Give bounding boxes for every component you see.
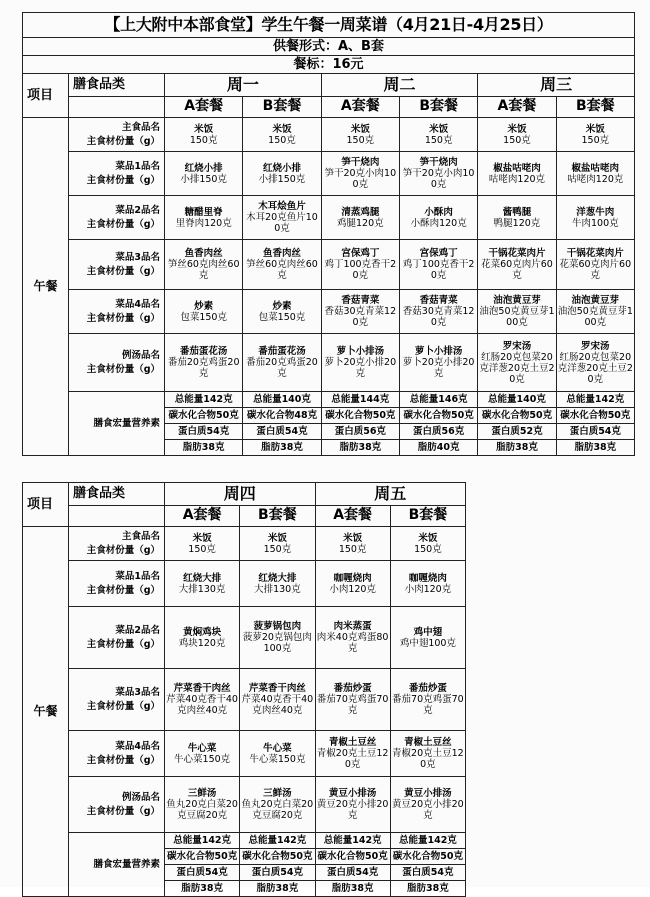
dish-name: 牛心菜 <box>187 742 217 754</box>
dish-name: 鸡中翅 <box>413 626 443 638</box>
item-qty-label: 主食材份量（g） <box>86 363 160 375</box>
dish-quantity: 大排130克 <box>178 583 226 595</box>
dish-quantity: 150克 <box>189 134 218 146</box>
item-qty-label: 主食材份量（g） <box>86 638 160 650</box>
item-qty-label: 主食材份量（g） <box>86 135 160 147</box>
set-a-header: A套餐 <box>165 97 243 118</box>
item-qty-label: 主食材份量（g） <box>86 312 160 324</box>
dish-quantity: 萝卜20克小排20克 <box>324 357 397 379</box>
dish-name: 番茄炒蛋 <box>408 683 447 694</box>
dish-quantity: 番茄20克鸡蛋20克 <box>246 357 318 379</box>
dish-quantity: 红肠20克包菜20克洋葱20克土豆20克 <box>479 351 555 385</box>
nutrition-fat: 脂肪38克 <box>165 881 240 897</box>
set-a-header: A套餐 <box>165 506 240 527</box>
menu-cell <box>390 561 465 607</box>
dish-quantity: 牛心菜150克 <box>249 753 306 765</box>
day-header: 周四 <box>165 483 316 506</box>
dish-name: 米饭 <box>272 123 292 135</box>
dish-name: 糖醋里脊 <box>184 206 223 218</box>
menu-cell <box>243 152 321 196</box>
menu-cell <box>399 118 477 152</box>
menu-cell <box>240 669 315 731</box>
dish-name: 笋干烧肉 <box>341 157 380 168</box>
set-b-header: B套餐 <box>243 97 321 118</box>
menu-cell <box>165 196 243 240</box>
nutrition-label: 膳食宏量营养素 <box>69 833 165 897</box>
row-label <box>69 152 165 196</box>
nutrition-energy: 总能量142克 <box>165 833 240 849</box>
nutrition-protein: 蛋白质54克 <box>315 865 390 881</box>
row-label <box>69 669 165 731</box>
dish-quantity: 150克 <box>188 543 216 555</box>
dish-quantity: 咕咾肉120克 <box>567 173 624 185</box>
item-qty-label: 主食材份量（g） <box>86 218 160 230</box>
menu-cell <box>321 334 399 392</box>
dish-quantity: 肉米40克鸡蛋80克 <box>316 632 389 654</box>
menu-cell <box>478 290 556 334</box>
dish-name: 肉米蒸蛋 <box>333 621 372 632</box>
row-label <box>69 240 165 290</box>
menu-cell <box>240 607 315 669</box>
dish-quantity: 鸡丁100克香干20克 <box>324 259 397 281</box>
nutrition-protein: 蛋白质54克 <box>165 424 243 440</box>
dish-name: 宫保鸡丁 <box>341 248 380 259</box>
dish-quantity: 香菇30克青菜120克 <box>324 306 397 328</box>
nutrition-fat: 脂肪38克 <box>390 881 465 897</box>
menu-cell <box>556 118 634 152</box>
dish-quantity: 青椒20克土豆120克 <box>392 748 464 770</box>
item-qty-label: 主食材份量（g） <box>86 544 160 556</box>
menu-cell <box>321 118 399 152</box>
dish-quantity: 大排130克 <box>254 583 301 595</box>
dish-name: 椒盐咕咾肉 <box>493 162 541 174</box>
dish-quantity: 150克 <box>581 134 610 146</box>
dish-name: 番茄蛋花汤 <box>179 346 228 357</box>
nutrition-energy: 总能量142克 <box>390 833 465 849</box>
dish-name: 菠萝锅包肉 <box>253 621 302 632</box>
nutrition-carb: 碳水化合物50克 <box>165 849 240 865</box>
day-header: 周一 <box>165 74 322 97</box>
set-b-header: B套餐 <box>390 506 465 527</box>
dish-name: 黄豆小排汤 <box>404 788 452 799</box>
item-name-label: 菜品4品名 <box>115 740 160 752</box>
dish-name: 酱鸭腿 <box>502 206 532 218</box>
nutrition-energy: 总能量142克 <box>240 833 315 849</box>
dish-quantity: 番茄70克鸡蛋70克 <box>392 694 464 716</box>
dish-quantity: 150克 <box>338 543 367 555</box>
nutrition-label: 膳食宏量营养素 <box>69 392 165 456</box>
menu-cell <box>315 527 390 561</box>
dish-name: 咖喱烧肉 <box>408 572 447 584</box>
dish-name: 米饭 <box>350 123 370 135</box>
menu-cell <box>399 240 477 290</box>
menu-cell <box>390 777 465 833</box>
menu-cell <box>165 607 240 669</box>
dish-name: 三鲜汤 <box>263 788 292 799</box>
nutrition-carb: 碳水化合物48克 <box>243 408 321 424</box>
nutrition-fat: 脂肪38克 <box>240 881 315 897</box>
dish-quantity: 香菇30克青菜120克 <box>402 306 475 328</box>
dish-name: 红烧小排 <box>184 162 223 174</box>
menu-cell <box>240 527 315 561</box>
dish-name: 炒素 <box>272 300 292 312</box>
menu-cell <box>478 196 556 240</box>
dish-quantity: 小排150克 <box>180 173 227 185</box>
row-label <box>69 561 165 607</box>
dish-quantity: 油泡50克黄豆芽100克 <box>557 306 633 328</box>
dish-quantity: 芹菜40克香干40克肉丝40克 <box>241 694 314 716</box>
dish-name: 鱼香肉丝 <box>262 248 301 259</box>
nutrition-protein: 蛋白质54克 <box>240 865 315 881</box>
nutrition-carb: 碳水化合物50克 <box>165 408 243 424</box>
dish-name: 清蒸鸡腿 <box>341 206 380 218</box>
dish-name: 干锅花菜肉片 <box>488 248 546 259</box>
menu-cell <box>165 561 240 607</box>
set-b-header: B套餐 <box>240 506 315 527</box>
dish-name: 洋葱牛肉 <box>576 206 615 218</box>
item-qty-label: 主食材份量（g） <box>86 754 160 766</box>
blank-cell <box>69 506 165 527</box>
dish-quantity: 花菜60克肉片60克 <box>481 259 553 281</box>
nutrition-carb: 碳水化合物50克 <box>390 849 465 865</box>
dish-quantity: 黄豆20克小排20克 <box>392 799 464 821</box>
row-label <box>69 777 165 833</box>
menu-cell <box>478 240 556 290</box>
dish-name: 笋干烧肉 <box>419 157 458 168</box>
item-qty-label: 主食材份量（g） <box>86 174 160 186</box>
dish-name: 三鲜汤 <box>187 788 217 799</box>
dish-quantity: 150克 <box>424 134 453 146</box>
menu-cell <box>165 118 243 152</box>
nutrition-carb: 碳水化合物50克 <box>556 408 634 424</box>
dish-name: 青椒土豆丝 <box>404 737 452 748</box>
dish-quantity: 包菜150克 <box>258 311 306 323</box>
dish-quantity: 150克 <box>346 134 375 146</box>
menu-cell <box>399 290 477 334</box>
menu-cell <box>315 607 390 669</box>
menu-cell <box>240 777 315 833</box>
dish-name: 香菇青菜 <box>419 295 458 306</box>
dish-name: 油泡黄豆芽 <box>493 295 541 306</box>
dish-quantity: 木耳20克鱼片100克 <box>246 212 318 234</box>
item-name-label: 主食品名 <box>121 530 160 542</box>
dish-quantity: 油泡50克黄豆芽100克 <box>479 306 555 328</box>
row-label <box>69 196 165 240</box>
dish-name: 罗宋汤 <box>502 340 532 352</box>
row-label <box>69 731 165 777</box>
row-label <box>69 334 165 392</box>
nutrition-protein: 蛋白质52克 <box>478 424 556 440</box>
header-category: 膳食品类 <box>69 74 165 97</box>
nutrition-fat: 脂肪38克 <box>321 440 399 456</box>
dish-name: 萝卜小排汤 <box>414 346 463 357</box>
menu-cell <box>165 290 243 334</box>
menu-cell <box>399 196 477 240</box>
set-b-header: B套餐 <box>399 97 477 118</box>
menu-cell <box>478 152 556 196</box>
menu-cell <box>240 731 315 777</box>
item-qty-label: 主食材份量（g） <box>86 584 160 596</box>
dish-quantity: 番茄70克鸡蛋70克 <box>316 694 389 716</box>
nutrition-carb: 碳水化合物50克 <box>240 849 315 865</box>
dish-quantity: 牛肉100克 <box>571 217 619 229</box>
item-name-label: 菜品1品名 <box>115 160 160 172</box>
dish-name: 红烧大排 <box>258 572 297 584</box>
item-name-label: 菜品1品名 <box>115 570 160 582</box>
dish-quantity: 鸡腿120克 <box>337 217 384 229</box>
dish-quantity: 小排150克 <box>258 173 306 185</box>
dish-name: 油泡黄豆芽 <box>571 295 620 306</box>
meal-price: 餐标：16元 <box>23 56 635 74</box>
dish-name: 米饭 <box>418 532 438 544</box>
dish-name: 干锅花菜肉片 <box>566 248 624 259</box>
menu-cell <box>243 334 321 392</box>
nutrition-protein: 蛋白质54克 <box>243 424 321 440</box>
dish-name: 宫保鸡丁 <box>419 248 458 259</box>
dish-name: 米饭 <box>194 123 214 135</box>
dish-quantity: 笋丝60克肉丝60克 <box>246 259 318 281</box>
set-a-header: A套餐 <box>315 506 390 527</box>
menu-cell <box>165 240 243 290</box>
dish-quantity: 笋丝60克肉丝60克 <box>167 259 240 281</box>
menu-cell <box>321 290 399 334</box>
dish-name: 番茄蛋花汤 <box>258 346 306 357</box>
dish-quantity: 鱼丸20克白菜20克豆腐20克 <box>241 799 314 821</box>
menu-cell <box>399 334 477 392</box>
dish-name: 番茄炒蛋 <box>333 683 372 694</box>
dish-name: 咖喱烧肉 <box>333 572 372 584</box>
dish-name: 米饭 <box>507 123 527 135</box>
nutrition-carb: 碳水化合物50克 <box>399 408 477 424</box>
menu-table-week-part1 <box>22 12 635 456</box>
dish-quantity: 牛心菜150克 <box>174 753 231 765</box>
dish-name: 米饭 <box>192 532 212 544</box>
dish-name: 红烧大排 <box>183 572 222 584</box>
row-label <box>69 607 165 669</box>
menu-cell <box>315 777 390 833</box>
dish-quantity: 鸡丁100克香干20克 <box>402 259 475 281</box>
dish-quantity: 小肉120克 <box>329 583 376 595</box>
dish-quantity: 笋干20克小肉100克 <box>324 168 397 190</box>
dish-name: 米饭 <box>267 532 287 544</box>
menu-cell <box>315 669 390 731</box>
nutrition-energy: 总能量140克 <box>243 392 321 408</box>
set-a-header: A套餐 <box>321 97 399 118</box>
item-name-label: 菜品3品名 <box>115 251 160 263</box>
menu-cell <box>315 561 390 607</box>
item-qty-label: 主食材份量（g） <box>86 700 160 712</box>
dish-quantity: 红肠20克包菜20克洋葱20克土豆20克 <box>557 351 633 385</box>
menu-cell <box>399 152 477 196</box>
menu-cell <box>165 731 240 777</box>
menu-cell <box>243 196 321 240</box>
item-name-label: 菜品2品名 <box>115 204 160 216</box>
dish-name: 萝卜小排汤 <box>336 346 385 357</box>
menu-cell <box>315 731 390 777</box>
set-a-header: A套餐 <box>478 97 556 118</box>
dish-name: 米饭 <box>585 123 605 135</box>
dish-quantity: 笋干20克小肉100克 <box>402 168 475 190</box>
nutrition-protein: 蛋白质56克 <box>399 424 477 440</box>
dish-name: 牛心菜 <box>263 742 292 754</box>
dish-name: 黄豆小排汤 <box>328 788 377 799</box>
nutrition-energy: 总能量142克 <box>556 392 634 408</box>
menu-cell <box>390 731 465 777</box>
dish-name: 芹菜香干肉丝 <box>173 683 231 694</box>
meal-label: 午餐 <box>23 527 69 897</box>
nutrition-protein: 蛋白质56克 <box>321 424 399 440</box>
dish-name: 芹菜香干肉丝 <box>248 683 306 694</box>
day-header: 周三 <box>478 74 635 97</box>
dish-quantity: 包菜150克 <box>180 311 227 323</box>
dish-quantity: 花菜60克肉片60克 <box>559 259 632 281</box>
row-label <box>69 527 165 561</box>
menu-cell <box>556 334 634 392</box>
menu-cell <box>556 196 634 240</box>
header-project: 项目 <box>23 74 69 118</box>
nutrition-fat: 脂肪38克 <box>165 440 243 456</box>
dish-quantity: 菠萝20克锅包肉100克 <box>242 632 312 654</box>
dish-quantity: 咕咾肉120克 <box>488 173 546 185</box>
nutrition-energy: 总能量140克 <box>478 392 556 408</box>
dish-quantity: 里脊肉120克 <box>175 217 232 229</box>
dish-name: 米饭 <box>429 123 449 135</box>
menu-cell <box>321 196 399 240</box>
item-name-label: 菜品3品名 <box>115 686 160 698</box>
header-category: 膳食品类 <box>69 483 165 506</box>
nutrition-carb: 碳水化合物50克 <box>478 408 556 424</box>
row-label <box>69 118 165 152</box>
menu-cell <box>556 152 634 196</box>
nutrition-fat: 脂肪38克 <box>556 440 634 456</box>
menu-cell <box>243 240 321 290</box>
menu-cell <box>478 334 556 392</box>
nutrition-fat: 脂肪40克 <box>399 440 477 456</box>
nutrition-energy: 总能量142克 <box>315 833 390 849</box>
item-name-label: 主食品名 <box>121 121 160 133</box>
dish-quantity: 鱼丸20克白菜20克豆腐20克 <box>166 799 238 821</box>
dish-quantity: 黄豆20克小排20克 <box>316 799 389 821</box>
menu-cell <box>390 527 465 561</box>
nutrition-protein: 蛋白质54克 <box>390 865 465 881</box>
nutrition-protein: 蛋白质54克 <box>556 424 634 440</box>
item-name-label: 例汤品名 <box>121 791 160 803</box>
dish-quantity: 150克 <box>263 543 292 555</box>
document-title: 【上大附中本部食堂】学生午餐一周菜谱（4月21日-4月25日） <box>23 13 635 38</box>
menu-cell <box>165 334 243 392</box>
menu-cell <box>478 118 556 152</box>
dish-quantity: 芹菜40克香干40克肉丝40克 <box>166 694 238 716</box>
menu-cell <box>321 240 399 290</box>
menu-cell <box>390 669 465 731</box>
nutrition-protein: 蛋白质54克 <box>165 865 240 881</box>
nutrition-fat: 脂肪38克 <box>243 440 321 456</box>
nutrition-carb: 碳水化合物50克 <box>321 408 399 424</box>
menu-cell <box>243 290 321 334</box>
day-header: 周五 <box>315 483 466 506</box>
nutrition-energy: 总能量146克 <box>399 392 477 408</box>
nutrition-energy: 总能量144克 <box>321 392 399 408</box>
dish-name: 鱼香肉丝 <box>184 248 223 259</box>
dish-quantity: 鸡中翅100克 <box>399 637 456 649</box>
dish-name: 木耳烩鱼片 <box>258 201 306 212</box>
nutrition-fat: 脂肪38克 <box>478 440 556 456</box>
dish-name: 香菇青菜 <box>341 295 380 306</box>
menu-cell <box>165 152 243 196</box>
nutrition-carb: 碳水化合物50克 <box>315 849 390 865</box>
item-name-label: 例汤品名 <box>121 349 160 361</box>
item-name-label: 菜品4品名 <box>115 298 160 310</box>
item-qty-label: 主食材份量（g） <box>86 265 160 277</box>
nutrition-energy: 总能量142克 <box>165 392 243 408</box>
menu-cell <box>240 561 315 607</box>
item-name-label: 菜品2品名 <box>115 624 160 636</box>
dish-name: 炒素 <box>194 300 214 312</box>
item-qty-label: 主食材份量（g） <box>86 805 160 817</box>
menu-cell <box>165 777 240 833</box>
menu-cell <box>321 152 399 196</box>
set-b-header: B套餐 <box>556 97 634 118</box>
dish-quantity: 鸡块120克 <box>178 637 226 649</box>
dish-name: 罗宋汤 <box>581 340 610 352</box>
dish-name: 米饭 <box>343 532 363 544</box>
dish-name: 小酥肉 <box>424 206 453 218</box>
dish-quantity: 鸭腿120克 <box>493 217 541 229</box>
dish-name: 椒盐咕咾肉 <box>571 162 620 174</box>
dish-quantity: 150克 <box>414 543 442 555</box>
dish-name: 红烧小排 <box>262 162 301 174</box>
service-form: 供餐形式：A、B套 <box>23 38 635 56</box>
menu-cell <box>243 118 321 152</box>
blank-cell <box>69 97 165 118</box>
menu-cell <box>556 290 634 334</box>
nutrition-fat: 脂肪38克 <box>315 881 390 897</box>
row-label <box>69 290 165 334</box>
dish-quantity: 萝卜20克小排20克 <box>402 357 475 379</box>
dish-quantity: 青椒20克土豆120克 <box>316 748 389 770</box>
dish-quantity: 小肉120克 <box>404 583 452 595</box>
header-project: 项目 <box>23 483 69 527</box>
dish-quantity: 小酥肉120克 <box>410 217 467 229</box>
dish-name: 青椒土豆丝 <box>328 737 377 748</box>
menu-cell <box>390 607 465 669</box>
menu-cell <box>165 669 240 731</box>
dish-quantity: 番茄20克鸡蛋20克 <box>167 357 240 379</box>
dish-quantity: 150克 <box>268 134 296 146</box>
day-header: 周二 <box>321 74 478 97</box>
menu-table-week-part2 <box>22 482 466 897</box>
menu-cell <box>556 240 634 290</box>
dish-name: 黄焖鸡块 <box>183 626 222 638</box>
meal-label: 午餐 <box>23 118 69 456</box>
dish-quantity: 150克 <box>503 134 531 146</box>
menu-cell <box>165 527 240 561</box>
